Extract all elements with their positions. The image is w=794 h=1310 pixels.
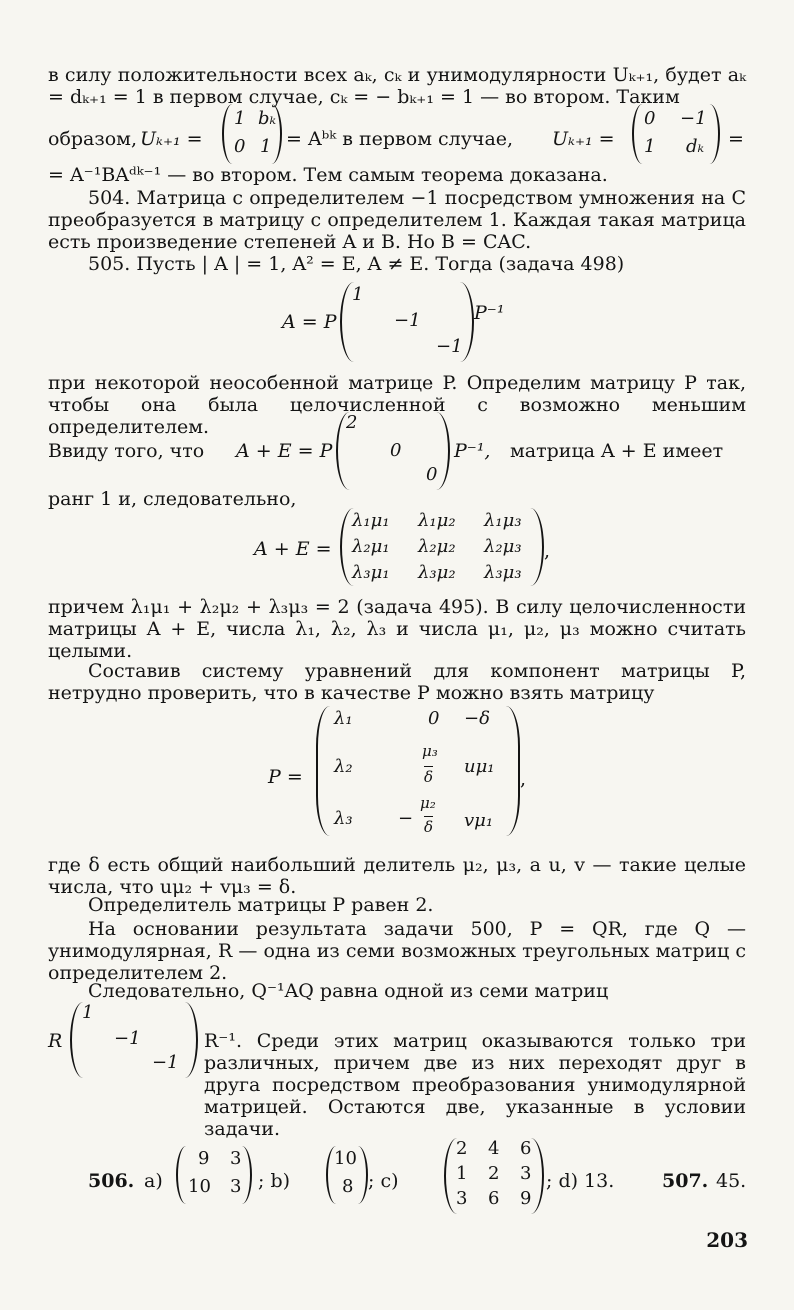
paragraph-integer: причем λ₁μ₁ + λ₂μ₂ + λ₃μ₃ = 2 (задача 495). В силу целочисленности матрицы A + E, числа λ₁, λ₂, λ₃ и числа μ₁, μ₂, μ₃ можно считать целыми. — [48, 596, 746, 662]
paragraph-system: Составив систему уравнений для компонент матрицы P, нетрудно проверить, что в качестве P можно взять матрицу — [48, 660, 746, 704]
matrix-cell: λ₂μ₃ — [484, 536, 522, 557]
label-matrix-ae-has: матрица A + E имеет — [510, 440, 724, 462]
matrix-cell: − — [398, 808, 414, 829]
answer-506-b: ; b) — [258, 1170, 291, 1192]
matrix-cell: λ₃μ₁ — [352, 562, 390, 583]
formula-u-second-tail: = — [728, 128, 744, 150]
matrix-cell: 1 — [456, 1163, 468, 1184]
matrix-cell: 0 — [644, 108, 656, 129]
formula-ae-eq: A + E = P — [236, 440, 333, 462]
matrix-cell: 3 — [520, 1163, 532, 1184]
matrix-cell: δ — [424, 818, 434, 836]
matrix-cell: 1 — [644, 136, 656, 157]
answer-507-label: 507. — [662, 1170, 709, 1192]
paragraph-r-inv: R⁻¹. Среди этих матриц оказываются только три различных, причем две из них переходят друг в друга посредством преобразования унимодулярной матрицей. Остаются две, указанные в условии задачи. — [204, 1030, 746, 1140]
answer-506-c: ; c) — [368, 1170, 399, 1192]
matrix-cell: 0 — [428, 708, 440, 729]
matrix-cell: −1 — [114, 1028, 141, 1049]
formula-ae-eq2: A + E = — [254, 538, 332, 560]
matrix-cell: 10 — [188, 1176, 211, 1197]
matrix-cell: 1 — [352, 284, 364, 305]
matrix-cell: 3 — [230, 1148, 242, 1169]
comma: , — [544, 540, 551, 562]
label-obrazom: образом, — [48, 128, 137, 150]
formula-p-inv2: P⁻¹, — [454, 440, 491, 462]
matrix-r-diag — [70, 1002, 198, 1078]
matrix-cell: 1 — [234, 108, 246, 129]
matrix-cell: −1 — [436, 336, 463, 357]
paragraph-define-p: при некоторой неособенной матрице P. Определим матрицу P так, чтобы она была целочисленной с возможно меньшим определителем. — [48, 372, 746, 438]
comma: , — [520, 768, 527, 790]
paragraph-504: 504. Матрица с определителем −1 посредством умножения на C преобразуется в матрицу с определителем 1. Каждая такая матрица есть произведение степеней A и B. Но B = CAC. — [48, 187, 746, 253]
matrix-u-second — [632, 104, 720, 164]
matrix-cell: −1 — [394, 310, 421, 331]
paragraph-consequently: Следовательно, Q⁻¹AQ равна одной из семи матриц — [88, 980, 609, 1002]
matrix-cell: −δ — [464, 708, 490, 729]
matrix-cell: 1 — [260, 136, 272, 157]
matrix-cell: vμ₁ — [464, 810, 494, 831]
matrix-cell: 6 — [520, 1138, 532, 1159]
matrix-cell: λ₃μ₃ — [484, 562, 522, 583]
page-number: 203 — [706, 1228, 748, 1252]
matrix-cell: μ₃ — [422, 742, 438, 760]
matrix-cell: −1 — [680, 108, 707, 129]
formula-p-eq: P = — [268, 766, 303, 788]
answer-506-a: a) — [144, 1170, 163, 1192]
matrix-cell: 9 — [520, 1188, 532, 1209]
formula-u-first: Uₖ₊₁ = — [140, 128, 203, 150]
answer-506-c-matrix — [444, 1138, 544, 1214]
paragraph-gcd: где δ есть общий наибольший делитель μ₂, μ₃, а u, v — такие целые числа, что uμ₂ + vμ₃ = δ. — [48, 854, 746, 898]
matrix-cell: 1 — [82, 1002, 94, 1023]
matrix-cell: λ₂μ₂ — [418, 536, 456, 557]
matrix-cell: 0 — [234, 136, 246, 157]
matrix-cell: 4 — [488, 1138, 500, 1159]
matrix-p — [316, 706, 520, 836]
matrix-cell: uμ₁ — [464, 756, 495, 777]
formula-a-eq: A = P — [282, 311, 337, 333]
paragraph-det-p: Определитель матрицы P равен 2. — [88, 894, 434, 916]
label-vvidu: Ввиду того, что — [48, 440, 205, 462]
matrix-cell: 3 — [456, 1188, 468, 1209]
matrix-cell: μ₂ — [420, 794, 436, 812]
matrix-cell: λ₁ — [334, 708, 353, 729]
matrix-cell: λ₁μ₃ — [484, 510, 522, 531]
paragraph-505: 505. Пусть | A | = 1, A² = E, A ≠ E. Тогда (задача 498) — [88, 253, 625, 275]
formula-u-first-tail: = Aᵇᵏ в первом случае, — [286, 128, 514, 150]
matrix-lambda-mu — [340, 508, 544, 586]
matrix-cell: λ₁μ₁ — [352, 510, 390, 531]
formula-u-second: Uₖ₊₁ = — [552, 128, 615, 150]
paragraph-500: На основании результата задачи 500, P = QR, где Q — унимодулярная, R — одна из семи возможных треугольных матриц с определителем 2. — [48, 918, 746, 984]
matrix-cell: 10 — [334, 1148, 357, 1169]
matrix-cell: δ — [424, 768, 434, 786]
matrix-cell: 2 — [346, 412, 358, 433]
answer-506-d: ; d) 13. — [546, 1170, 615, 1192]
matrix-cell: dₖ — [686, 136, 705, 157]
matrix-cell: λ₃ — [334, 808, 353, 829]
matrix-cell: bₖ — [258, 108, 277, 129]
matrix-a-diag — [340, 282, 474, 362]
matrix-cell: 8 — [342, 1176, 354, 1197]
matrix-cell: λ₁μ₂ — [418, 510, 456, 531]
matrix-cell: 2 — [488, 1163, 500, 1184]
formula-p-inv: P⁻¹ — [474, 302, 505, 324]
matrix-cell: 9 — [198, 1148, 210, 1169]
matrix-cell: 3 — [230, 1176, 242, 1197]
answer-506-label: 506. — [88, 1170, 135, 1192]
matrix-ae-diag — [336, 412, 450, 490]
matrix-u-first — [222, 104, 282, 164]
matrix-cell: λ₃μ₂ — [418, 562, 456, 583]
matrix-cell: 0 — [426, 464, 438, 485]
matrix-cell: −1 — [152, 1052, 179, 1073]
answer-506-b-matrix — [326, 1146, 368, 1204]
paragraph-intro: в силу положительности всех aₖ, cₖ и унимодулярности Uₖ₊₁, будет aₖ = dₖ₊₁ = 1 в первом случае, cₖ = − bₖ₊₁ = 1 — во втором. Таким — [48, 64, 746, 108]
paragraph-theorem-proved: = A⁻¹BAᵈᵏ⁻¹ — во втором. Тем самым теорема доказана. — [48, 164, 608, 186]
formula-r: R — [48, 1030, 63, 1052]
matrix-cell: 6 — [488, 1188, 500, 1209]
paragraph-rank: ранг 1 и, следовательно, — [48, 488, 297, 510]
matrix-cell: 0 — [390, 440, 402, 461]
answer-506-a-matrix — [176, 1146, 252, 1204]
answer-507-value: 45. — [716, 1170, 747, 1192]
matrix-cell: λ₂ — [334, 756, 353, 777]
matrix-cell: 2 — [456, 1138, 468, 1159]
matrix-cell: λ₂μ₁ — [352, 536, 390, 557]
